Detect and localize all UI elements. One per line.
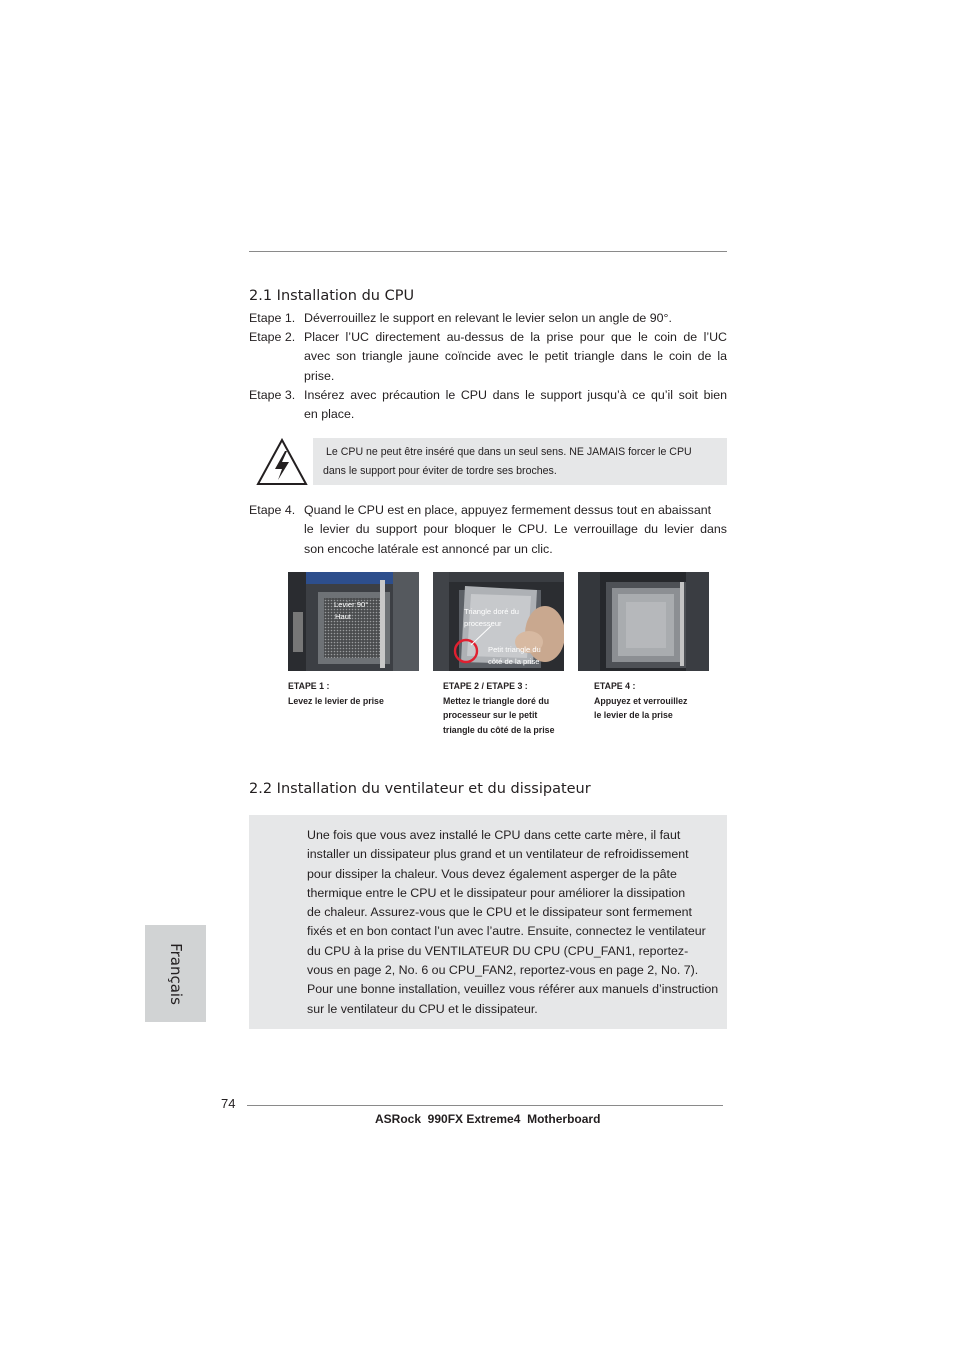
- caption-line: Appuyez et verrouillez: [594, 695, 688, 706]
- step-3: [249, 386, 727, 425]
- photo-annotation: processeur: [464, 619, 502, 628]
- step-2: [249, 328, 727, 386]
- caption-line: Mettez le triangle doré du: [443, 695, 550, 706]
- step-text: Insérez avec précaution le CPU dans le support jusqu’à ce qu’il soit bien: [304, 388, 727, 402]
- language-tab-label: Français: [166, 942, 185, 1005]
- paragraph-line: thermique entre le CPU et le dissipateur pour améliorer la dissipation: [307, 885, 686, 900]
- step-text: avec son triangle jaune coïncide avec le petit triangle dans le coin de la: [304, 349, 727, 364]
- step-label: Etape 2.: [249, 330, 296, 344]
- caption-line: Levez le levier de prise: [288, 695, 384, 706]
- step-text: Quand le CPU est en place, appuyez fermement dessus tout en abaissant: [304, 503, 712, 517]
- paragraph-line: vous en page 2, No. 6 ou CPU_FAN2, reportez-vous en page 2, No. 7).: [307, 963, 699, 978]
- section-title-fan-heatsink: 2.2 Installation du ventilateur et du dissipateur: [249, 781, 591, 797]
- socket-photo-image: [288, 572, 419, 671]
- photo-step1-socket-lever: [288, 572, 419, 671]
- photo-annotation: Levier 90°: [334, 600, 369, 609]
- caption-line: ETAPE 4 :: [594, 681, 636, 691]
- caption-line: ETAPE 1 :: [288, 681, 330, 691]
- photo-annotation: Haut: [335, 612, 352, 621]
- step-label: Etape 3.: [249, 388, 296, 402]
- paragraph-line: installer un dissipateur plus grand et un ventilateur de refroidissement: [307, 847, 689, 862]
- paragraph-line: Une fois que vous avez installé le CPU dans cette carte mère, il faut: [307, 828, 681, 842]
- cpu-locked-photo-image: [578, 572, 709, 671]
- step-text: prise.: [304, 368, 335, 383]
- warning-lightning-icon: [256, 438, 308, 486]
- footer-product-name: ASRock 990FX Extreme4 Motherboard: [375, 1112, 601, 1126]
- caption-line: triangle du côté de la prise: [443, 724, 555, 735]
- step-text: Placer l’UC directement au-dessus de la prise pour que le coin de l’UC: [304, 330, 727, 344]
- step-text: Déverrouillez le support en relevant le levier selon un angle de 90°.: [304, 311, 672, 325]
- photo-annotation: Triangle doré du: [464, 607, 520, 616]
- header-rule: [249, 251, 727, 252]
- step-text: son encoche latérale est annoncé par un clic.: [304, 541, 553, 556]
- paragraph-line: pour dissiper la chaleur. Vous devez également asperger de la pâte: [307, 866, 677, 881]
- photo-step2-cpu-alignment: [433, 572, 564, 671]
- photo-annotation: côté de la prise: [488, 657, 540, 666]
- fan-heatsink-info-box: [249, 815, 727, 1029]
- paragraph-line: sur le ventilateur du CPU et le dissipateur.: [307, 1001, 538, 1016]
- step-label: Etape 1.: [249, 311, 296, 325]
- paragraph-line: de chaleur. Assurez-vous que le CPU et le dissipateur sont fermement: [307, 905, 692, 920]
- caption-line: processeur sur le petit: [443, 710, 538, 721]
- warning-note: [313, 438, 727, 485]
- step-4: [249, 501, 727, 559]
- step-text: en place.: [304, 407, 355, 422]
- photo-caption: [443, 679, 554, 737]
- step-label: Etape 4.: [249, 503, 296, 517]
- language-tab: [145, 925, 206, 1022]
- paragraph-line: fixés et en bon contact l’un avec l’autre. Ensuite, connectez le ventilateur: [307, 924, 706, 939]
- caption-line: ETAPE 2 / ETAPE 3 :: [443, 681, 528, 691]
- photo-step4-cpu-locked: [578, 572, 709, 671]
- section-title-cpu: 2.1 Installation du CPU: [249, 288, 415, 304]
- paragraph-line: Pour une bonne installation, veuillez vous référer aux manuels d’instruction: [307, 982, 719, 997]
- footer-rule: [247, 1105, 723, 1106]
- paragraph-line: du CPU à la prise du VENTILATEUR DU CPU (CPU_FAN1, reportez-: [307, 943, 689, 958]
- page-number: 74: [221, 1096, 236, 1111]
- photo-annotation: Petit triangle du: [488, 645, 541, 654]
- caption-line: le levier de la prise: [594, 710, 673, 721]
- warning-text-line: Le CPU ne peut être inséré que dans un seul sens. NE JAMAIS forcer le CPU: [326, 446, 692, 458]
- photo-caption: [594, 679, 687, 723]
- warning-text-line: dans le support pour éviter de tordre ses broches.: [323, 465, 557, 477]
- photo-caption: [288, 679, 384, 708]
- step-text: le levier du support pour bloquer le CPU. Le verrouillage du levier dans: [304, 522, 727, 537]
